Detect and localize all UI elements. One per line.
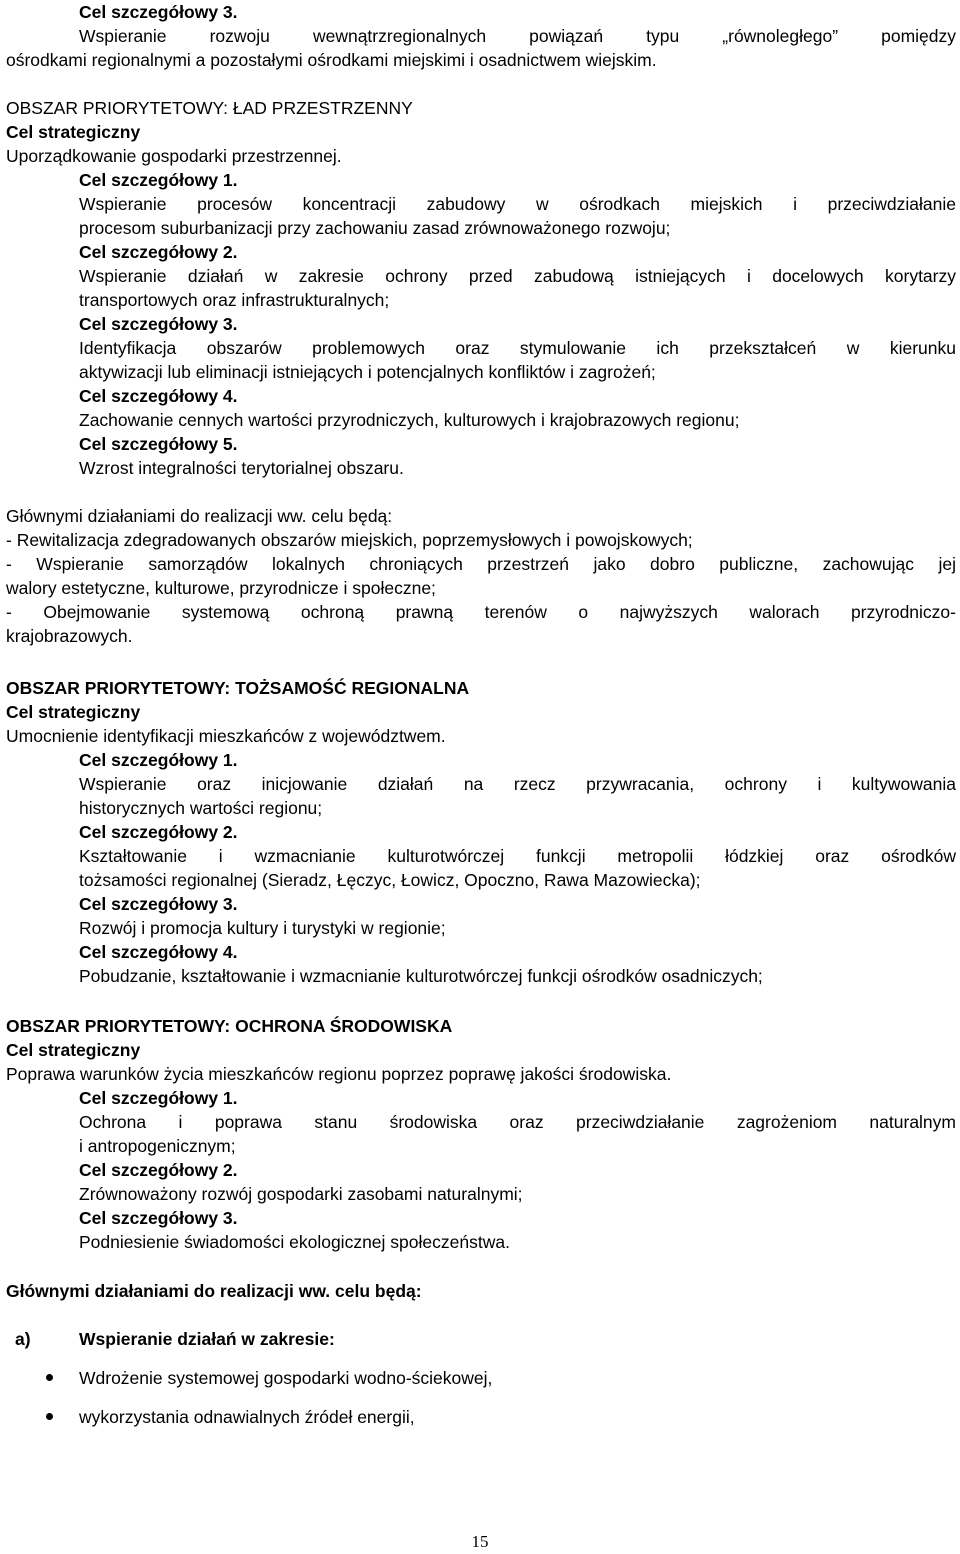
goal-label: Cel szczegółowy 4. [79, 386, 238, 406]
goal-text: Zachowanie cennych wartości przyrodniczych, kulturowych i krajobrazowych regionu; [79, 410, 740, 430]
goal-text: Podniesienie świadomości ekologicznej społeczeństwa. [79, 1232, 510, 1252]
strategic-goal-text: Uporządkowanie gospodarki przestrzennej. [6, 146, 342, 166]
actions-intro: Głównymi działaniami do realizacji ww. celu będą: [6, 1281, 422, 1301]
goal-label: Cel szczegółowy 1. [79, 170, 238, 190]
section-heading-lad: OBSZAR PRIORYTETOWY: ŁAD PRZESTRZENNY [6, 98, 413, 118]
action-item: - Wspieranie samorządów lokalnych chroniących przestrzeń jako dobro publiczne, zachowując jej [6, 554, 956, 574]
action-item: walory estetyczne, kulturowe, przyrodnicze i społeczne; [6, 578, 436, 598]
action-item: krajobrazowych. [6, 626, 133, 646]
goal-text: procesom suburbanizacji przy zachowaniu zasad zrównoważonego rozwoju; [79, 218, 671, 238]
goal-label: Cel szczegółowy 1. [79, 750, 238, 770]
goal-text: Wspieranie rozwoju wewnątrzregionalnych powiązań typu „równoległego” pomiędzy [79, 26, 956, 46]
strategic-goal-label: Cel strategiczny [6, 122, 141, 142]
goal-text: Wspieranie oraz inicjowanie działań na rzecz przywracania, ochrony i kultywowania [79, 774, 956, 794]
goal-text: Wspieranie działań w zakresie ochrony przed zabudową istniejących i docelowych korytarzy [79, 266, 956, 286]
goal-text: Wspieranie procesów koncentracji zabudowy w ośrodkach miejskich i przeciwdziałanie [79, 194, 956, 214]
goal-text: Zrównoważony rozwój gospodarki zasobami naturalnymi; [79, 1184, 523, 1204]
goal-label: Cel szczegółowy 3. [79, 894, 238, 914]
list-item-a-text: Wspieranie działań w zakresie: [79, 1329, 335, 1349]
goal-label: Cel szczegółowy 5. [79, 434, 238, 454]
list-marker-a: a) [15, 1329, 31, 1349]
goal-text: tożsamości regionalnej (Sieradz, Łęczyc, Łowicz, Opoczno, Rawa Mazowiecka); [79, 870, 701, 890]
strategic-goal-label: Cel strategiczny [6, 702, 141, 722]
action-item: - Rewitalizacja zdegradowanych obszarów miejskich, poprzemysłowych i powojskowych; [6, 530, 693, 550]
goal-label: Cel szczegółowy 3. [79, 314, 238, 334]
strategic-goal-text: Poprawa warunków życia mieszkańców regionu poprzez poprawę jakości środowiska. [6, 1064, 672, 1084]
bullet-item: wykorzystania odnawialnych źródeł energii, [79, 1407, 415, 1427]
section-heading-ochrona: OBSZAR PRIORYTETOWY: OCHRONA ŚRODOWISKA [6, 1016, 453, 1036]
goal-label: Cel szczegółowy 2. [79, 242, 238, 262]
goal-label: Cel szczegółowy 3. [79, 2, 238, 22]
goal-text: ośrodkami regionalnymi a pozostałymi ośrodkami miejskimi i osadnictwem wiejskim. [6, 50, 657, 70]
bullet-icon [46, 1374, 53, 1381]
action-item: - Obejmowanie systemową ochroną prawną terenów o najwyższych walorach przyrodniczo- [6, 602, 956, 622]
goal-text: i antropogenicznym; [79, 1136, 236, 1156]
goal-label: Cel szczegółowy 2. [79, 822, 238, 842]
bullet-item: Wdrożenie systemowej gospodarki wodno-ściekowej, [79, 1368, 493, 1388]
goal-text: transportowych oraz infrastrukturalnych; [79, 290, 390, 310]
goal-text: aktywizacji lub eliminacji istniejących i potencjalnych konfliktów i zagrożeń; [79, 362, 656, 382]
goal-text: Kształtowanie i wzmacnianie kulturotwórczej funkcji metropolii łódzkiej oraz ośrodków [79, 846, 956, 866]
goal-text: Wzrost integralności terytorialnej obszaru. [79, 458, 404, 478]
actions-intro: Głównymi działaniami do realizacji ww. celu będą: [6, 506, 393, 526]
goal-text: Ochrona i poprawa stanu środowiska oraz przeciwdziałanie zagrożeniom naturalnym [79, 1112, 956, 1132]
goal-text: Identyfikacja obszarów problemowych oraz stymulowanie ich przekształceń w kierunku [79, 338, 956, 358]
goal-text: historycznych wartości regionu; [79, 798, 323, 818]
section-heading-tozsamosc: OBSZAR PRIORYTETOWY: TOŻSAMOŚĆ REGIONALNA [6, 678, 470, 698]
goal-text: Rozwój i promocja kultury i turystyki w regionie; [79, 918, 446, 938]
goal-text: Pobudzanie, kształtowanie i wzmacnianie kulturotwórczej funkcji ośrodków osadniczych; [79, 966, 763, 986]
page-number: 15 [471, 1532, 489, 1551]
strategic-goal-text: Umocnienie identyfikacji mieszkańców z województwem. [6, 726, 446, 746]
goal-label: Cel szczegółowy 4. [79, 942, 238, 962]
goal-label: Cel szczegółowy 1. [79, 1088, 238, 1108]
bullet-icon [46, 1413, 53, 1420]
goal-label: Cel szczegółowy 2. [79, 1160, 238, 1180]
goal-label: Cel szczegółowy 3. [79, 1208, 238, 1228]
strategic-goal-label: Cel strategiczny [6, 1040, 141, 1060]
